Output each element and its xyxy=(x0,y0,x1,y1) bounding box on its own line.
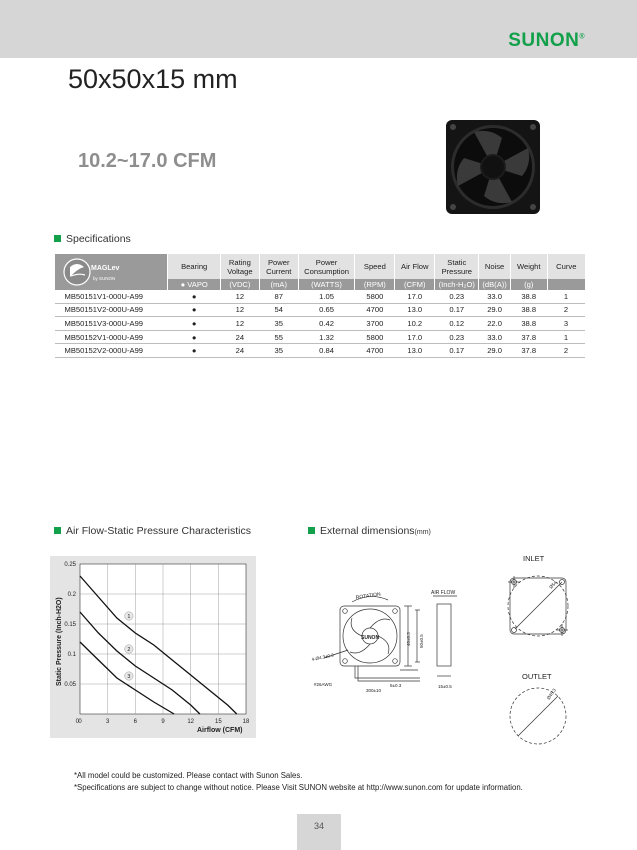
page-number: 34 xyxy=(297,814,341,850)
table-cell: 35 xyxy=(259,344,298,358)
table-cell: 24 xyxy=(220,344,259,358)
col-weight: Weight xyxy=(510,254,547,279)
specifications-heading: Specifications xyxy=(54,233,131,245)
table-cell: 2 xyxy=(547,344,585,358)
model-cell: MB50152V1-000U-A99 xyxy=(55,330,168,344)
table-cell: 2 xyxy=(547,303,585,317)
table-cell: ● xyxy=(168,303,221,317)
unit-bearing: ● VAPO xyxy=(168,279,221,290)
table-cell: 13.0 xyxy=(395,303,435,317)
col-speed: Speed xyxy=(355,254,395,279)
dim-lead: 300±10 xyxy=(366,688,381,693)
table-cell: 12 xyxy=(220,303,259,317)
chart-xtick: 12 xyxy=(187,719,195,725)
chart-xtick: 0 xyxy=(78,719,82,725)
dim-40: 40±0.3 xyxy=(406,632,411,646)
chart-series-label: 2 xyxy=(127,647,131,653)
table-cell: 35 xyxy=(259,317,298,331)
chart-xtick: 18 xyxy=(242,719,250,725)
col-airflow: Air Flow xyxy=(395,254,435,279)
model-cell: MB50151V1-000U-A99 xyxy=(55,290,168,303)
model-cell: MB50151V3-000U-A99 xyxy=(55,317,168,331)
table-row xyxy=(55,290,586,303)
table-row xyxy=(55,303,586,317)
table-cell: ● xyxy=(168,344,221,358)
table-cell: 0.17 xyxy=(435,344,479,358)
chart-xlabel: Airflow (CFM) xyxy=(197,727,243,734)
table-row xyxy=(55,344,586,358)
cfm-range: 10.2~17.0 CFM xyxy=(78,150,217,172)
model-cell: MB50152V2-000U-A99 xyxy=(55,344,168,358)
airflow-chart-heading: Air Flow-Static Pressure Characteristics xyxy=(54,525,251,537)
table-row xyxy=(55,317,586,331)
svg-text:MAGLev: MAGLev xyxy=(91,265,120,272)
fan-photo xyxy=(444,118,542,216)
dim-dia-outlet: Ø45.3 xyxy=(545,687,557,701)
table-cell: 17.0 xyxy=(395,330,435,344)
col-current: Power Current xyxy=(259,254,298,279)
col-bearing: Bearing xyxy=(168,254,221,279)
svg-text:by SUNON: by SUNON xyxy=(93,276,116,281)
table-cell: 12 xyxy=(220,317,259,331)
chart-ytick: 0.05 xyxy=(64,682,76,688)
table-cell: 55 xyxy=(259,330,298,344)
chart-xtick: 6 xyxy=(133,719,138,725)
table-cell: 22.0 xyxy=(479,317,511,331)
page-title: 50x50x15 mm xyxy=(68,64,238,94)
table-cell: 3 xyxy=(547,317,585,331)
table-cell: 0.17 xyxy=(435,303,479,317)
table-cell: 29.0 xyxy=(479,344,511,358)
table-cell: ● xyxy=(168,330,221,344)
table-cell: 0.84 xyxy=(298,344,355,358)
table-cell: 0.65 xyxy=(298,303,355,317)
table-cell: 0.23 xyxy=(435,290,479,303)
table-cell: 38.8 xyxy=(510,317,547,331)
table-cell: 33.0 xyxy=(479,290,511,303)
table-cell: 5800 xyxy=(355,330,395,344)
table-cell: 12 xyxy=(220,290,259,303)
table-cell: 0.42 xyxy=(298,317,355,331)
table-cell: 33.0 xyxy=(479,330,511,344)
chart-xtick: 3 xyxy=(105,719,110,725)
col-consumption: Power Consumption xyxy=(298,254,355,279)
unit-curve xyxy=(547,279,585,290)
maglev-logo xyxy=(61,255,121,289)
table-cell: 1 xyxy=(547,330,585,344)
table-cell: 37.8 xyxy=(510,330,547,344)
chart-ytick: 0.15 xyxy=(64,622,76,628)
model-cell: MB50151V2-000U-A99 xyxy=(55,303,168,317)
chart-ylabel: Static Pressure (Inch-H2O) xyxy=(56,597,63,686)
table-cell: 1 xyxy=(547,290,585,303)
airflow-pressure-chart xyxy=(50,556,256,738)
unit-speed: (RPM) xyxy=(355,279,395,290)
footnote-1: *All model could be customized. Please contact with Sunon Sales. xyxy=(74,771,303,780)
table-cell: 29.0 xyxy=(479,303,511,317)
table-cell: 10.2 xyxy=(395,317,435,331)
spec-table xyxy=(54,254,585,358)
unit-voltage: (VDC) xyxy=(220,279,259,290)
chart-ytick: 0.2 xyxy=(67,592,76,598)
table-cell: 4700 xyxy=(355,344,395,358)
airflow-label: AIR FLOW xyxy=(431,590,456,596)
table-cell: 54 xyxy=(259,303,298,317)
table-cell: 13.0 xyxy=(395,344,435,358)
table-cell: 17.0 xyxy=(395,290,435,303)
dim-awg: #26AWG xyxy=(314,682,333,687)
dim-holes: 4-Ø4.3±0.3 xyxy=(311,652,335,662)
footnote-2: *Specifications are subject to change without notice. Please Visit SUNON website at http://www.sunon.com for update information. xyxy=(74,783,523,792)
dimensions-drawing xyxy=(300,550,600,750)
dim-lead2: 5±0.3 xyxy=(390,683,402,688)
maglev-logo-cell xyxy=(55,254,168,290)
table-cell: 37.8 xyxy=(510,344,547,358)
dim-dia-inlet: Ø54 xyxy=(548,580,558,590)
table-cell: ● xyxy=(168,290,221,303)
dimensions-heading: External dimensions(mm) xyxy=(308,525,431,537)
chart-series-label: 1 xyxy=(127,614,131,620)
dim-thickness: 15±0.5 xyxy=(438,684,452,689)
col-pressure: Static Pressure xyxy=(435,254,479,279)
table-cell: ● xyxy=(168,317,221,331)
table-cell: 5800 xyxy=(355,290,395,303)
dim-50: 50±0.5 xyxy=(419,634,424,648)
table-cell: 38.8 xyxy=(510,290,547,303)
table-cell: 1.32 xyxy=(298,330,355,344)
unit-noise: (dB(A)) xyxy=(479,279,511,290)
rotation-label: ROTATION xyxy=(355,591,382,601)
unit-pressure: (Inch-H₂O) xyxy=(435,279,479,290)
table-row xyxy=(55,330,586,344)
col-curve: Curve xyxy=(547,254,585,279)
table-cell: 3700 xyxy=(355,317,395,331)
unit-current: (mA) xyxy=(259,279,298,290)
brand-logo: SUNON® xyxy=(508,30,585,51)
unit-weight: (g) xyxy=(510,279,547,290)
unit-airflow: (CFM) xyxy=(395,279,435,290)
unit-consumption: (WATTS) xyxy=(298,279,355,290)
table-cell: 0.23 xyxy=(435,330,479,344)
chart-origin-tick: 0 xyxy=(75,719,79,725)
table-cell: 4700 xyxy=(355,303,395,317)
chart-xtick: 15 xyxy=(214,719,222,725)
chart-xtick: 9 xyxy=(161,719,165,725)
table-cell: 24 xyxy=(220,330,259,344)
col-noise: Noise xyxy=(479,254,511,279)
table-cell: 0.12 xyxy=(435,317,479,331)
table-cell: 38.8 xyxy=(510,303,547,317)
chart-ytick: 0.1 xyxy=(67,652,76,658)
chart-ytick: 0.25 xyxy=(64,562,76,568)
col-voltage: Rating Voltage xyxy=(220,254,259,279)
inlet-label: INLET xyxy=(523,554,545,563)
table-cell: 87 xyxy=(259,290,298,303)
chart-series-label: 3 xyxy=(127,674,131,680)
outlet-label: OUTLET xyxy=(522,672,552,681)
table-cell: 1.05 xyxy=(298,290,355,303)
fan-logo-label: SUNON xyxy=(361,635,380,641)
